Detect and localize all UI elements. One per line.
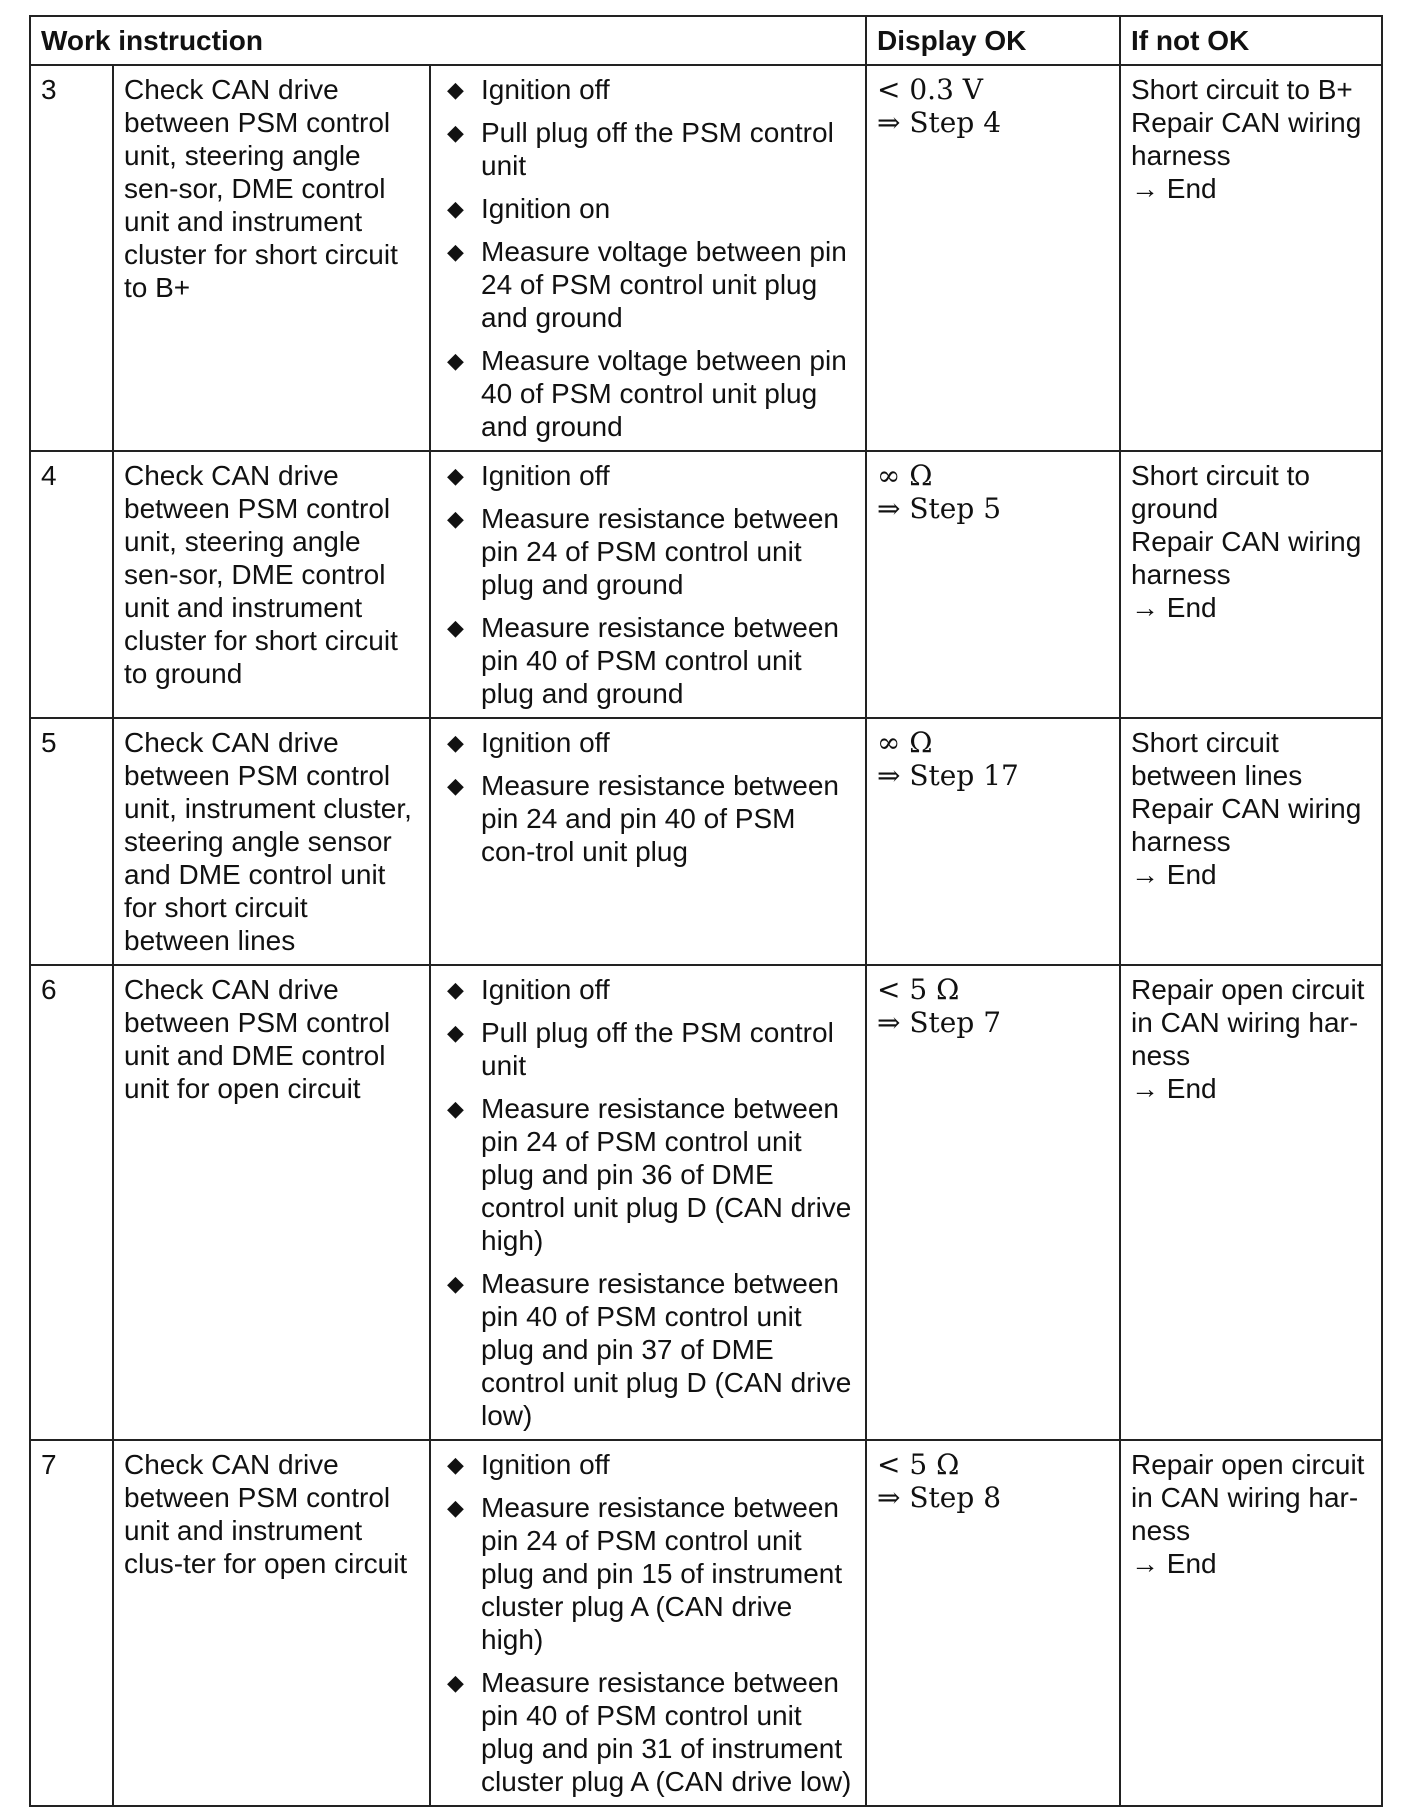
action-text: Measure resistance between pin 24 of PSM control unit plug and pin 15 of instrument cluster plug A (CAN drive high) xyxy=(481,1492,843,1655)
next-step: ⇒ Step 8 xyxy=(877,1481,1002,1514)
next-step: ⇒ Step 17 xyxy=(877,759,1019,792)
remedy-line: → End xyxy=(1131,1073,1217,1104)
table-row xyxy=(30,718,1382,965)
diamond-bullet-icon: ◆ xyxy=(447,1495,464,1520)
action-text: Measure resistance between pin 40 of PSM control unit plug and pin 31 of instrument cluster plug A (CAN drive low) xyxy=(481,1667,852,1797)
diamond-bullet-icon: ◆ xyxy=(447,348,464,373)
action-list xyxy=(441,726,855,868)
action-item xyxy=(441,344,855,443)
step-number: 4 xyxy=(30,451,113,718)
table-row xyxy=(30,1440,1382,1806)
diamond-bullet-icon: ◆ xyxy=(447,615,464,640)
next-step: ⇒ Step 7 xyxy=(877,1006,1002,1039)
action-item xyxy=(441,769,855,868)
action-text: Ignition off xyxy=(481,460,610,491)
action-item xyxy=(441,1092,855,1257)
if-not-ok-cell xyxy=(1120,718,1382,965)
action-text: Ignition off xyxy=(481,727,610,758)
diamond-bullet-icon: ◆ xyxy=(447,239,464,264)
action-text: Measure voltage between pin 24 of PSM control unit plug and ground xyxy=(481,236,847,333)
work-instruction-table xyxy=(29,15,1383,1807)
diamond-bullet-icon: ◆ xyxy=(447,463,464,488)
action-item xyxy=(441,502,855,601)
step-description: Check CAN drive between PSM control unit, steering angle sen-sor, DME control unit and instrument cluster for short circuit to ground xyxy=(113,451,430,718)
expected-value: < 5 Ω xyxy=(877,1448,960,1481)
action-text: Measure resistance between pin 40 of PSM control unit plug and ground xyxy=(481,612,839,709)
action-text: Ignition off xyxy=(481,74,610,105)
diamond-bullet-icon: ◆ xyxy=(447,1020,464,1045)
diamond-bullet-icon: ◆ xyxy=(447,1670,464,1695)
remedy-line: Short circuit to ground xyxy=(1131,460,1310,524)
step-description: Check CAN drive between PSM control unit, steering angle sen-sor, DME control unit and instrument cluster for short circuit to B+ xyxy=(113,65,430,451)
action-list xyxy=(441,73,855,443)
action-text: Ignition off xyxy=(481,974,610,1005)
remedy-line: Short circuit between lines xyxy=(1131,727,1303,791)
action-list xyxy=(441,1448,855,1798)
diamond-bullet-icon: ◆ xyxy=(447,1096,464,1121)
step-number: 6 xyxy=(30,965,113,1440)
action-item xyxy=(441,973,855,1006)
remedy-line: → End xyxy=(1131,592,1217,623)
action-text: Measure resistance between pin 24 of PSM control unit plug and pin 36 of DME control unit plug D (CAN drive high) xyxy=(481,1093,852,1256)
action-item xyxy=(441,235,855,334)
if-not-ok-cell xyxy=(1120,1440,1382,1806)
action-text: Measure resistance between pin 40 of PSM control unit plug and pin 37 of DME control unit plug D (CAN drive low) xyxy=(481,1268,852,1431)
display-ok-cell xyxy=(866,65,1120,451)
action-item xyxy=(441,1448,855,1481)
diamond-bullet-icon: ◆ xyxy=(447,120,464,145)
action-text: Ignition off xyxy=(481,1449,610,1480)
action-item xyxy=(441,116,855,182)
action-item xyxy=(441,726,855,759)
diamond-bullet-icon: ◆ xyxy=(447,506,464,531)
table-body xyxy=(30,65,1382,1806)
if-not-ok-cell xyxy=(1120,451,1382,718)
action-text: Measure resistance between pin 24 of PSM control unit plug and ground xyxy=(481,503,839,600)
diamond-bullet-icon: ◆ xyxy=(447,730,464,755)
step-actions xyxy=(430,965,866,1440)
action-item xyxy=(441,192,855,225)
remedy-line: Repair open circuit in CAN wiring har-ness xyxy=(1131,1449,1365,1546)
expected-value: < 5 Ω xyxy=(877,973,960,1006)
table-row xyxy=(30,965,1382,1440)
step-actions xyxy=(430,1440,866,1806)
step-description: Check CAN drive between PSM control unit, instrument cluster, steering angle sensor and DME control unit for short circuit between lines xyxy=(113,718,430,965)
diamond-bullet-icon: ◆ xyxy=(447,1271,464,1296)
expected-value: ∞ Ω xyxy=(877,726,933,759)
step-description: Check CAN drive between PSM control unit and instrument clus-ter for open circuit xyxy=(113,1440,430,1806)
action-text: Pull plug off the PSM control unit xyxy=(481,117,834,181)
step-number: 3 xyxy=(30,65,113,451)
remedy-line: Repair open circuit in CAN wiring har-ness xyxy=(1131,974,1365,1071)
next-step: ⇒ Step 5 xyxy=(877,492,1002,525)
step-actions xyxy=(430,718,866,965)
action-item xyxy=(441,611,855,710)
action-list xyxy=(441,459,855,710)
display-ok-cell xyxy=(866,1440,1120,1806)
header-display-ok: Display OK xyxy=(866,16,1120,65)
action-item xyxy=(441,1491,855,1656)
action-text: Pull plug off the PSM control unit xyxy=(481,1017,834,1081)
action-list xyxy=(441,973,855,1432)
diamond-bullet-icon: ◆ xyxy=(447,1452,464,1477)
remedy-line: Repair CAN wiring harness xyxy=(1131,526,1362,590)
action-item xyxy=(441,459,855,492)
header-work-instruction: Work instruction xyxy=(30,16,866,65)
step-description: Check CAN drive between PSM control unit and DME control unit for open circuit xyxy=(113,965,430,1440)
diamond-bullet-icon: ◆ xyxy=(447,77,464,102)
if-not-ok-cell xyxy=(1120,965,1382,1440)
remedy-line: Short circuit to B+ xyxy=(1131,74,1353,105)
action-item xyxy=(441,1016,855,1082)
display-ok-cell xyxy=(866,965,1120,1440)
if-not-ok-cell xyxy=(1120,65,1382,451)
action-text: Measure voltage between pin 40 of PSM control unit plug and ground xyxy=(481,345,847,442)
diamond-bullet-icon: ◆ xyxy=(447,196,464,221)
header-if-not-ok: If not OK xyxy=(1120,16,1382,65)
diamond-bullet-icon: ◆ xyxy=(447,977,464,1002)
next-step: ⇒ Step 4 xyxy=(877,106,1002,139)
diamond-bullet-icon: ◆ xyxy=(447,773,464,798)
action-item xyxy=(441,1666,855,1798)
remedy-line: → End xyxy=(1131,859,1217,890)
step-actions xyxy=(430,65,866,451)
remedy-line: Repair CAN wiring harness xyxy=(1131,793,1362,857)
display-ok-cell xyxy=(866,451,1120,718)
remedy-line: → End xyxy=(1131,1548,1217,1579)
expected-value: < 0.3 V xyxy=(877,73,984,106)
step-actions xyxy=(430,451,866,718)
step-number: 5 xyxy=(30,718,113,965)
action-item xyxy=(441,1267,855,1432)
action-text: Measure resistance between pin 24 and pin 40 of PSM con-trol unit plug xyxy=(481,770,839,867)
remedy-line: → End xyxy=(1131,173,1217,204)
table-header-row xyxy=(30,16,1382,65)
action-item xyxy=(441,73,855,106)
action-text: Ignition on xyxy=(481,193,611,224)
step-number: 7 xyxy=(30,1440,113,1806)
table-row xyxy=(30,451,1382,718)
expected-value: ∞ Ω xyxy=(877,459,933,492)
remedy-line: Repair CAN wiring harness xyxy=(1131,107,1362,171)
display-ok-cell xyxy=(866,718,1120,965)
table-row xyxy=(30,65,1382,451)
